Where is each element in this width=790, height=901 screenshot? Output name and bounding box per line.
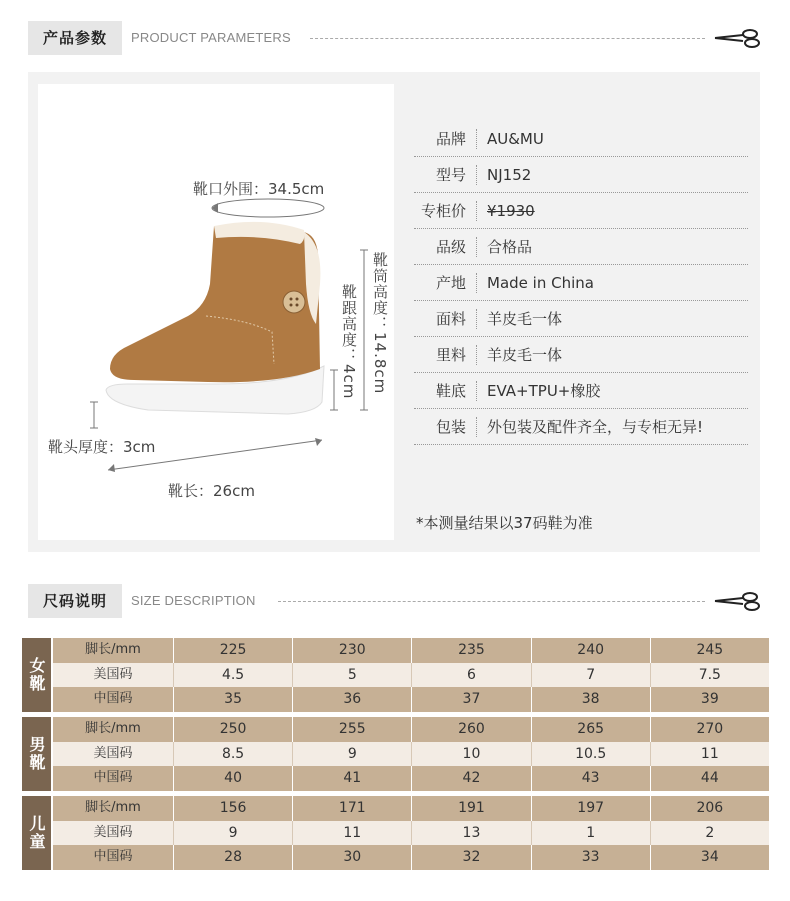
size-group-label: 男靴: [22, 717, 51, 791]
param-value: AU&MU: [487, 130, 544, 148]
param-value: Made in China: [487, 274, 594, 292]
toe-thickness-measurement: 靴头厚度：3cm: [48, 438, 156, 456]
param-row-packaging: [414, 409, 748, 445]
table-cell: 7.5: [650, 663, 769, 688]
table-cell: 171: [292, 796, 411, 821]
table-cell: 10.5: [531, 742, 650, 767]
param-value: EVA+TPU+橡胶: [487, 382, 601, 400]
row-name: 美国码: [93, 824, 133, 840]
row-name: 脚长/mm: [85, 800, 141, 815]
table-cell: 41: [292, 766, 411, 791]
table-cell: 10: [411, 742, 530, 767]
table-cell: 2: [650, 821, 769, 846]
param-value-price: ¥1930: [487, 202, 535, 220]
param-row-brand: [414, 121, 748, 157]
param-row-grade: [414, 229, 748, 265]
opening-measurement: 靴口外围：34.5cm: [193, 180, 325, 198]
shaft-height-measurement: 靴筒高度：14.8cm: [371, 252, 389, 395]
size-section-header: [28, 584, 763, 618]
table-row: [53, 638, 769, 663]
size-group-label: 女靴: [22, 638, 51, 712]
product-image: [38, 84, 394, 540]
param-value: 羊皮毛一体: [487, 310, 563, 328]
measurement-note: *本测量结果以37码鞋为准: [416, 514, 593, 532]
table-cell: 34: [650, 845, 769, 870]
table-cell: 250: [173, 717, 292, 742]
table-cell: 38: [531, 687, 650, 712]
param-row-lining: [414, 337, 748, 373]
row-name: 脚长/mm: [85, 642, 141, 657]
table-cell: 8.5: [173, 742, 292, 767]
param-value: 合格品: [487, 238, 533, 256]
scissors-icon: [713, 590, 763, 612]
param-key: 包装: [435, 418, 466, 436]
param-row-model: [414, 157, 748, 193]
size-group-label: 儿童: [22, 796, 51, 870]
param-row-upper: [414, 301, 748, 337]
table-cell: 191: [411, 796, 530, 821]
table-cell: 13: [411, 821, 530, 846]
param-key: 面料: [435, 310, 466, 328]
table-cell: 1: [531, 821, 650, 846]
params-table: [414, 121, 748, 445]
table-cell: 225: [173, 638, 292, 663]
table-cell: 6: [411, 663, 530, 688]
table-cell: 235: [411, 638, 530, 663]
param-key: 产地: [435, 274, 466, 292]
size-group-kids: [22, 796, 769, 870]
table-row: [53, 796, 769, 821]
param-value: 羊皮毛一体: [487, 346, 563, 364]
size-group-women: [22, 638, 769, 712]
table-row: [53, 742, 769, 767]
table-cell: 42: [411, 766, 530, 791]
table-cell: 4.5: [173, 663, 292, 688]
table-cell: 39: [650, 687, 769, 712]
params-section-title: 产品参数: [28, 21, 122, 55]
table-cell: 206: [650, 796, 769, 821]
table-row: [53, 663, 769, 688]
table-cell: 11: [650, 742, 769, 767]
table-cell: 28: [173, 845, 292, 870]
table-cell: 33: [531, 845, 650, 870]
table-cell: 240: [531, 638, 650, 663]
table-cell: 260: [411, 717, 530, 742]
params-section-subtitle: PRODUCT PARAMETERS: [131, 30, 291, 45]
table-cell: 197: [531, 796, 650, 821]
param-key: 里料: [435, 346, 466, 364]
table-cell: 32: [411, 845, 530, 870]
size-section-subtitle: SIZE DESCRIPTION: [131, 593, 256, 608]
param-key: 品级: [435, 238, 466, 256]
row-name: 美国码: [93, 666, 133, 682]
table-cell: 245: [650, 638, 769, 663]
table-cell: 11: [292, 821, 411, 846]
divider: [278, 601, 705, 602]
table-cell: 270: [650, 717, 769, 742]
table-cell: 156: [173, 796, 292, 821]
table-cell: 5: [292, 663, 411, 688]
table-cell: 9: [173, 821, 292, 846]
row-name: 美国码: [93, 745, 133, 761]
param-row-origin: [414, 265, 748, 301]
table-cell: 36: [292, 687, 411, 712]
size-section-title: 尺码说明: [28, 584, 122, 618]
heel-height-measurement: 靴跟高度：4cm: [340, 284, 358, 400]
scissors-icon: [713, 27, 763, 49]
param-row-price: [414, 193, 748, 229]
table-cell: 43: [531, 766, 650, 791]
param-key: 鞋底: [435, 382, 466, 400]
param-value: 外包装及配件齐全，与专柜无异!: [487, 418, 704, 436]
param-key: 专柜价: [420, 202, 466, 220]
table-cell: 230: [292, 638, 411, 663]
params-panel: [28, 72, 760, 552]
param-key: 型号: [435, 166, 466, 184]
row-name: 脚长/mm: [85, 721, 141, 736]
table-cell: 255: [292, 717, 411, 742]
table-row: [53, 687, 769, 712]
table-cell: 30: [292, 845, 411, 870]
table-cell: 44: [650, 766, 769, 791]
param-key: 品牌: [435, 130, 466, 148]
param-value: NJ152: [487, 166, 532, 184]
table-row: [53, 717, 769, 742]
param-row-sole: [414, 373, 748, 409]
size-group-men: [22, 717, 769, 791]
row-name: 中国码: [93, 691, 133, 707]
row-name: 中国码: [93, 849, 133, 865]
table-cell: 9: [292, 742, 411, 767]
table-cell: 265: [531, 717, 650, 742]
table-cell: 40: [173, 766, 292, 791]
table-cell: 37: [411, 687, 530, 712]
row-name: 中国码: [93, 770, 133, 786]
table-row: [53, 821, 769, 846]
table-row: [53, 845, 769, 870]
params-section-header: [28, 21, 763, 55]
table-row: [53, 766, 769, 791]
divider: [310, 38, 705, 39]
length-measurement: 靴长：26cm: [168, 482, 255, 500]
table-cell: 35: [173, 687, 292, 712]
table-cell: 7: [531, 663, 650, 688]
